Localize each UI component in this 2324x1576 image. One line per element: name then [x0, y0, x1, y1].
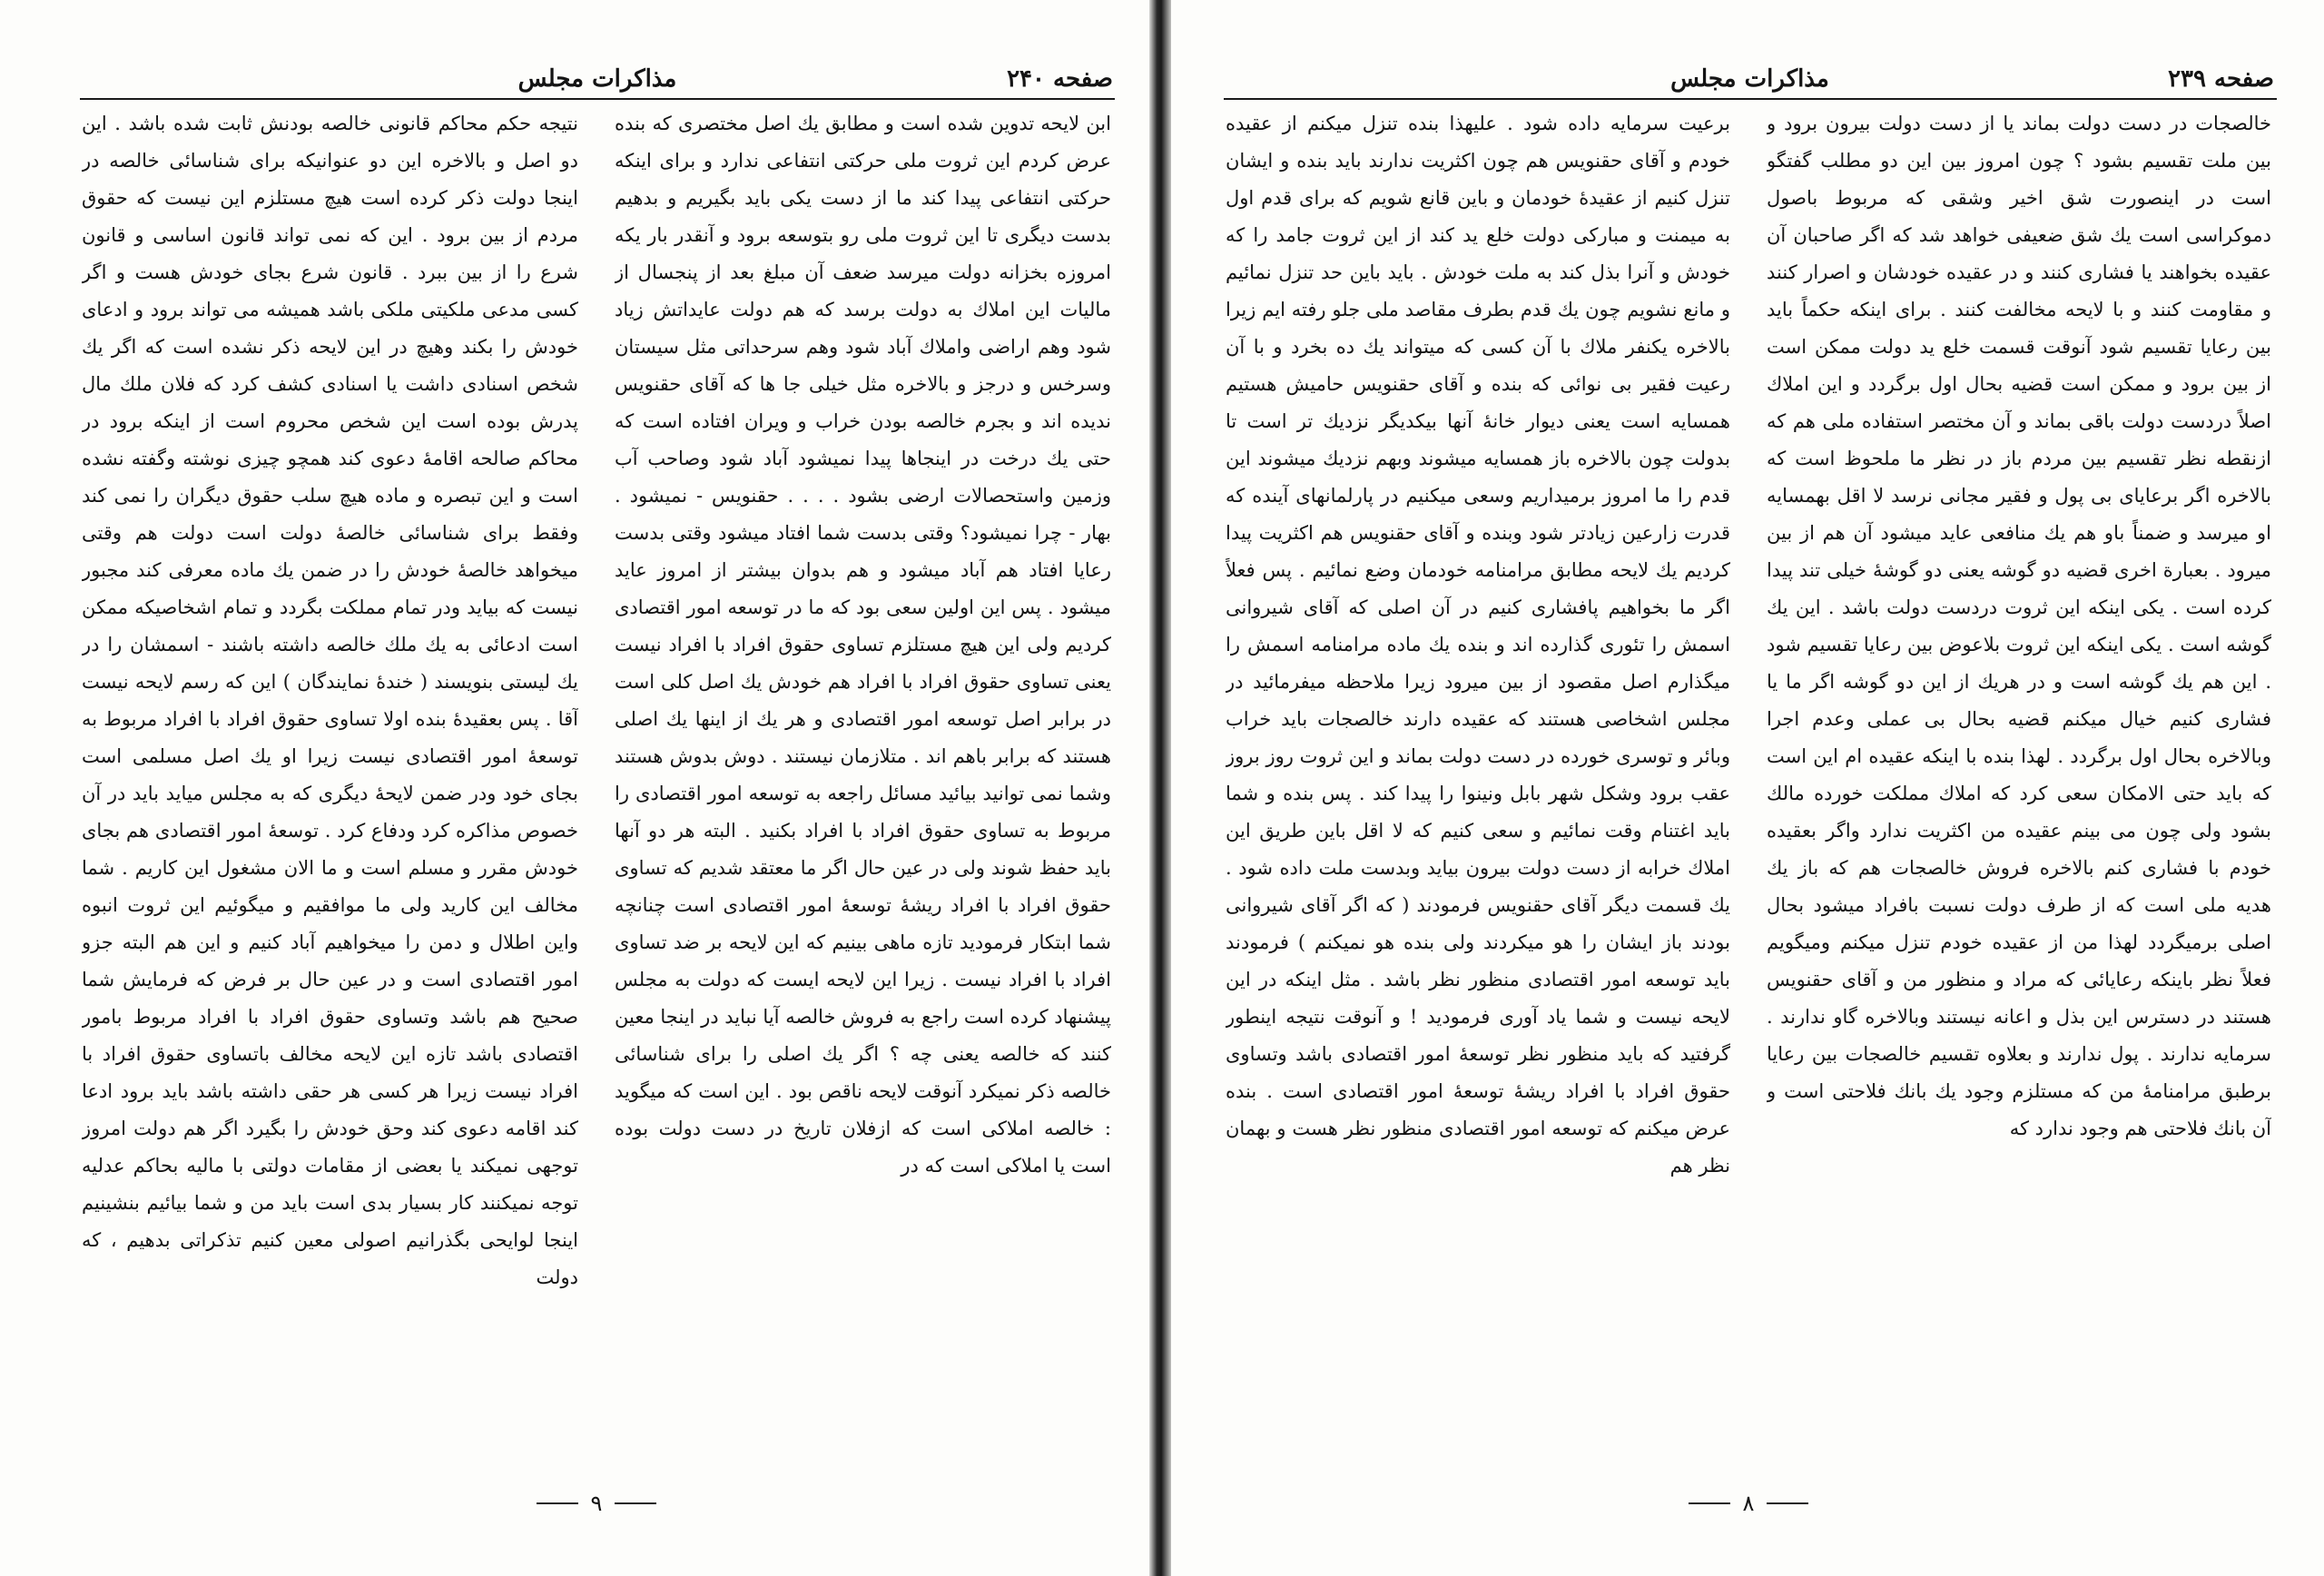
right-page-title: مذاکرات مجلس — [1670, 65, 1829, 93]
left-columns — [82, 105, 1111, 1476]
right-header-rule — [1224, 98, 2277, 100]
right-columns — [1226, 105, 2271, 1476]
footer-dash — [1689, 1502, 1730, 1504]
left-page-footer — [82, 1485, 1111, 1522]
column-text: نتیجه حکم محاکم قانونی خالصه بودنش ثابت شده باشد . این دو اصل و بالاخره این دو عنوانیکه برای شناسائی خالصه در اینجا دولت ذکر کرده است هیچ مستلزم این نیست که حقوق مردم از بین برود . این که نمی تواند قانون اساسی و قانون شرع را از بین ببرد . قانون شرع بجای خودش هست و اگر کسی مدعی ملکیتی ملکی باشد همیشه می تواند برود و ادعای خودش را بکند وهیچ در این لایحه ذکر نشده است که اگر یك شخص اسنادی داشت یا اسنادی کشف کرد که فلان ملك مال پدرش بوده است این شخص محروم است از اینکه برود در محاکم صالحه اقامهٔ دعوی کند همچو چیزی نوشته وگفته نشده است و این تبصره و ماده هیچ سلب حقوق دیگران را نمی کند وفقط برای شناسائی خالصهٔ دولت است دولت هم وقتی میخواهد خالصهٔ خودش را در ضمن یك ماده معرفی کند مجبور نیست که بیاید ودر تمام مملکت بگردد و تمام اشخاصیکه ممکن است ادعائی به یك ملك خالصه داشته باشند - اسمشان را در یك لیستی بنویسند ( خندهٔ نمایندگان ) این که رسم لایحه نیست آقا . پس بعقیدهٔ بنده اولا تساوی حقوق افراد با افراد مربوط به توسعهٔ امور اقتصادی نیست زیرا او یك اصل مسلمی است بجای خود ودر ضمن لایحهٔ دیگری که به مجلس میاید باید در آن خصوص مذاکره کرد ودفاع کرد . توسعهٔ امور اقتصادی هم بجای خودش مقرر و مسلم است و ما الان مشغول این کاریم . شما مخالف این کارید ولی ما موافقیم و میگوئیم این ثروت انبوه واین اطلال و دمن را میخواهیم آباد کنیم و این هم البته جزو امور اقتصادی است و در عین حال بر فرض که فرمایش شما صحیح هم باشد وتساوی حقوق افراد با افراد مربوط بامور اقتصادی باشد تازه این لایحه مخالف باتساوی حقوق افراد با افراد نیست زیرا هر کسی هر حقی داشته باشد باید برود ادعا کند اقامه دعوی کند وحق خودش را بگیرد اگر هم دولت امروز توجهی نمیکند یا بعضی از مقامات دولتی با ماليه بحاکم عدليه توجه نمیکنند کار بسیار بدی است باید من و شما بیائیم بنشینیم اینجا لوایحی بگذرانیم اصولی معین کنیم تذکراتی بدهیم ، که دولت — [82, 113, 578, 1288]
right-page-header — [1226, 56, 2274, 102]
right-page-column-left — [1226, 105, 1730, 1476]
left-page-label: صفحه ۲۴۰ — [1007, 65, 1113, 93]
column-text: خالصجات در دست دولت بماند یا از دست دولت بیرون برود و بین ملت تقسیم بشود ؟ چون امروز بین این دو مطلب گفتگو است در اینصورت شق اخیر وشقی که مربوط باصول دموکراسی است یك شق ضعیفی خواهد شد که اگر صاحبان آن عقیده بخواهند یا فشاری کنند و در عقیده خودشان و اصرار کنند و مقاومت کنند و با لایحه مخالفت کنند . برای اینکه حکماً باید بین رعایا تقسیم شود آنوقت قسمت خلع ید دولت ممکن است از بین برود و ممکن است قضیه بحال اول برگردد و این املاك اصلاً دردست دولت باقی بماند و آن مختصر استفاده ملی هم که ازنقطه نظر تقسیم بین مردم باز در نظر ما ملحوظ است که بالاخره اگر برعایای بی پول و فقیر مجانی نرسد لا اقل بهمسایه او میرسد و ضمناً باو هم یك منافعی عاید میشود آن هم از بین میرود . بعبارة اخری قضیه دو گوشه یعنی دو گوشهٔ خیلی تند پیدا کرده است . یکی اینکه این ثروت دردست دولت باشد . این یك گوشه است . یکی اینکه این ثروت بلاعوض بین رعایا تقسیم شود . این هم یك گوشه است و در هریك از این دو گوشه اگر ما یا فشاری کنیم خیال میکنم قضیه بحال بی عملی وعدم اجرا وبالاخره بحال اول برگردد . لهذا بنده با اینکه عقیده ام این است که باید حتی الامکان سعی کرد که املاك مملکت خورده مالك بشود ولی چون می بینم عقیده من اکثریت ندارد واگر بعقیده خودم با فشاری کنم بالاخره فروش خالصجات هم که باز یك هدیه ملی است که از طرف دولت نسبت بافراد میشود بحال اصلی برمیگردد لهذا من از عقیده خودم تنزل میکنم ومیگویم فعلاً نظر باینکه رعایائی که مراد و منظور من و آقای حقنویس هستند در دسترس این بذل و اعانه نیستند وبالاخره گاو ندارند . سرمایه ندارند . پول ندارند و بعلاوه تقسیم خالصجات بین رعایا برطبق مرامنامهٔ من که مستلزم وجود یك بانك فلاحتی است و آن بانك فلاحتی هم وجود ندارد که — [1767, 113, 2271, 1139]
left-page-column-left — [82, 105, 578, 1476]
left-page-header — [82, 56, 1113, 102]
left-page-column-right — [615, 105, 1111, 1476]
footer-dash — [1767, 1502, 1808, 1504]
left-header-rule — [80, 98, 1115, 100]
book-gutter — [1149, 0, 1171, 1576]
right-page-footer — [1226, 1485, 2271, 1522]
left-page-title: مذاکرات مجلس — [517, 65, 677, 93]
footer-dash — [615, 1502, 656, 1504]
left-page-number: ۹ — [590, 1491, 603, 1516]
right-page — [1171, 0, 2324, 1576]
column-text: برعیت سرمایه داده شود . علیهذا بنده تنزل میکنم از عقیده خودم و آقای حقنویس هم چون اکثریت ندارند باید بنده و ایشان تنزل کنیم از عقیدهٔ خودمان و باین قانع شویم که برای قدم اول به میمنت و مبارکی دولت خلع ید کند از این ثروت جامد را که خودش و آنرا بذل کند به ملت خودش . باید باین حد تنزل نمائیم و مانع نشویم چون یك قدم بطرف مقاصد ملی جلو رفته ایم زیرا بالاخره یکنفر ملاك با آن کسی که میتواند یك ده بخرد و با آن رعیت فقیر بی نوائی که بنده و آقای حقنویس حامیش هستیم همسایه است یعنی دیوار خانهٔ آنها بیکدیگر نزدیك تر است تا بدولت چون بالاخره باز همسایه میشوند وبهم نزدیك میشوند این قدم را ما امروز برمیداریم وسعی میکنیم در پارلمانهای آینده که قدرت زارعین زیادتر شود وبنده و آقای حقنویس هم اکثریت پیدا کردیم یك لایحه مطابق مرامنامه خودمان وضع نمائیم . پس فعلاً اگر ما بخواهیم پافشاری کنیم در آن اصلی که آقای شیروانی اسمش را تئوری گذارده اند و بنده یك ماده مرامنامه اسمش را میگذارم اصل مقصود از بین میرود زیرا ملاحظه میفرمائید در مجلس اشخاصی هستند که عقیده دارند خالصجات باید خراب وبائر و توسری خورده در دست دولت بماند و این ثروت روز بروز عقب برود وشکل شهر بابل ونینوا را پیدا کند . پس بنده و شما باید اغتنام وقت نمائیم و سعی کنیم که لا اقل باین طریق این املاك خرابه از دست دولت بیرون بیاید وبدست ملت داده شود . یك قسمت دیگر آقای حقنویس فرمودند ( که اگر آقای شیروانی بودند باز ایشان را هو میکردند ولی بنده هو نمیکنم ) فرمودند باید توسعه امور اقتصادی منظور نظر باشد . مثل اینکه در این لایحه نیست و شما یاد آوری فرمودید ! و آنوقت نتیجه اینطور گرفتید که باید منظور نظر توسعهٔ امور اقتصادی باشد وتساوی حقوق افراد با افراد ریشهٔ توسعهٔ امور اقتصادی است . بنده عرض میکنم که توسعه امور اقتصادی منظور نظر هست و بهمان نظر هم — [1226, 113, 1730, 1177]
right-page-column-right — [1767, 105, 2271, 1476]
left-page — [0, 0, 1149, 1576]
right-page-number: ۸ — [1742, 1491, 1755, 1516]
footer-dash — [537, 1502, 578, 1504]
right-page-label: صفحه ۲۳۹ — [2168, 65, 2274, 93]
column-text: ابن لایحه تدوین شده است و مطابق یك اصل مختصری که بنده عرض کردم این ثروت ملی حرکتی انتفاعی ندارد و برای اینکه حرکتی انتفاعی پیدا کند ما از دست یکی باید بگیریم و بدهیم بدست دیگری تا این ثروت ملی رو بتوسعه برود و آنقدر بار یکه امروزه بخزانه دولت میرسد ضعف آن مبلغ بعد از پنجسال از مالیات این املاك به دولت برسد که هم دولت عایداتش زیاد شود وهم اراضی واملاك آباد شود وهم سرحداتی مثل سیستان وسرخس و درجز و بالاخره مثل خیلی جا ها که آقای حقنویس ندیده اند و بجرم خالصه بودن خراب و ویران افتاده است که حتی یك درخت در اینجاها پیدا نمیشود آباد شود وصاحب آب وزمین واستحصالات ارضی بشود . . . . حقنویس - نمیشود . بهار - چرا نمیشود؟ وقتی بدست شما افتاد میشود وقتی بدست رعایا افتاد هم آباد میشود و هم بدوان بیشتر از امروز عاید میشود . پس این اولین سعی بود که ما در توسعه امور اقتصادی کردیم ولی این هیچ مستلزم تساوی حقوق افراد با افراد نیست یعنی تساوی حقوق افراد با افراد هم خودش یك اصل کلی است در برابر اصل توسعه امور اقتصادی و هر یك از اینها یك اصلی هستند که برابر باهم اند . متلازمان نیستند . دوش بدوش هستند وشما نمی توانید بیائید مسائل راجعه به توسعه امور اقتصادی را مربوط به تساوی حقوق افراد با افراد بکنید . البته هر دو آنها باید حفظ شوند ولی در عین حال اگر ما معتقد شدیم که تساوی حقوق افراد با افراد ریشهٔ توسعهٔ امور اقتصادی است چنانچه شما ابتکار فرمودید تازه ماهی بینیم که این لایحه بر ضد تساوی افراد با افراد نیست . زیرا این لایحه ایست که دولت به مجلس پیشنهاد کرده است راجع به فروش خالصه آیا نباید در اینجا معین کنند که خالصه یعنی چه ؟ اگر یك اصلی را برای شناسائی خالصه ذکر نمیکرد آنوقت لایحه ناقص بود . این است که میگوید : خالصه املاکی است که ازفلان تاریخ در دست دولت بوده است یا املاکی است که در — [615, 113, 1111, 1177]
